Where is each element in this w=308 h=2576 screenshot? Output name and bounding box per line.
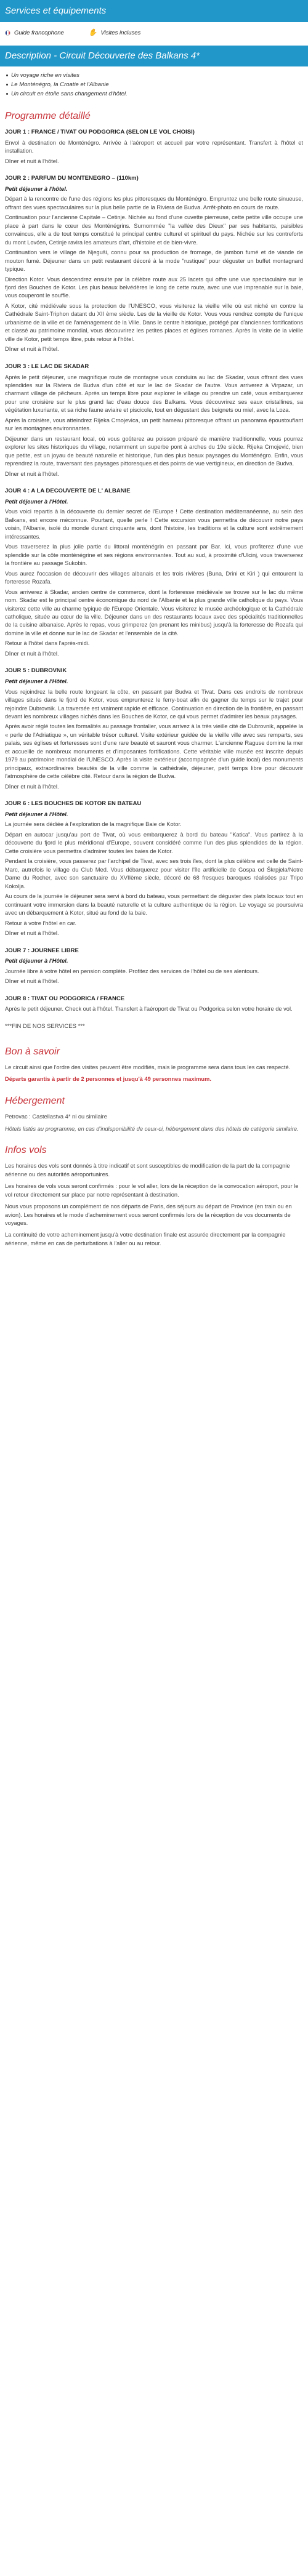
description-header [0, 46, 308, 67]
day-title: JOUR 4 : A LA DECOUVERTE DE L' ALBANIE [5, 488, 131, 495]
day-paragraph: Après le petit déjeuner, une magnifique route de montagne vous conduira au lac de Skadar, vous offrant des vues splendides sur la Riviera de Budva d'un côté et sur le lac de Skadar de l'autre. Vous arriverez à Virpazar, un charmant village de pêcheurs. Après un temps libre pour explorer le village ou prendre un café, vous embarquerez pour une croisière sur le plus grand lac d'eau douce des Balkans. Vous découvrirez ses eaux cristallines, sa végétation luxuriante, et sa riche faune aviaire et piscicole, tout en dégustant des beignets ou miel, avec la Loza. [5, 374, 303, 414]
day-paragraph: Déjeuner dans un restaurant local, où vous goûterez au poisson préparé de manière traditionnelle, vous pourrez explorer les sites historiques du village, notamment un superbe pont à arches du 19e siècle. Rijeka Crnojević, bien que petite, est un joyau de beauté naturelle et historique, l'un des plus beaux paysages du Monténégro. Enfin, vous reprendrez la route, traversant des paysages pittoresques et des points de vue vertigineux, en direction de Budva. [5, 435, 303, 467]
day-paragraph: Continuation pour l'ancienne Capitale – Cetinje. Nichée au fond d'une cuvette pierreuse, cette petite ville occupe une place à part dans le cœur des Monténégrins. Surnommée "la vallée des Dieux" par ses habitants, paisibles convaincus, elle a de tout temps constitué le principal centre culturel et spirituel du pays. Nichée sur les contreforts du mont Lovćen, Cetinje ravira les amateurs d'art, d'histoire et de bien-vivre. [5, 214, 303, 246]
service-visits [89, 28, 140, 38]
day-paragraph: Retour à l'hôtel dans l'après-midi. [5, 640, 90, 647]
day-meal: Petit déjeuner à l'Hôtel. [5, 678, 68, 685]
services-header [0, 0, 308, 22]
description-title: Description - Circuit Découverte des Balkans 4* [5, 50, 200, 61]
day-title: JOUR 1 : FRANCE / TIVAT OU PODGORICA (SELON LE VOL CHOISI) [5, 128, 195, 135]
day-paragraph: Dîner et nuit à l'hôtel. [5, 978, 59, 985]
bon-a-savoir-block [0, 1064, 308, 1084]
day-paragraph: Après la croisière, vous atteindrez Rijeka Crnojevica, un petit hameau pittoresque offrant un panorama époustouflant sur les montagnes environnantes. [5, 417, 303, 432]
day-paragraph: Dîner et nuit à l'hôtel. [5, 158, 59, 164]
services-list [0, 22, 308, 46]
day-block [0, 995, 308, 1014]
day-block [0, 174, 308, 354]
day-title: JOUR 2 : PARFUM DU MONTENEGRO – (110km) [5, 175, 139, 182]
day-block [0, 800, 308, 937]
end-note: ***FIN DE NOS SERVICES *** [5, 1022, 85, 1030]
day-block [0, 363, 308, 478]
day-paragraph: Dîner et nuit à l'hôtel. [5, 783, 59, 790]
hebergement-title: Hébergement [5, 1095, 65, 1106]
hebergement-line2: Hôtels listés au programme, en cas d'indisponibilité de ceux-ci, hébergement dans des hôtels de catégorie similaire. [5, 1125, 299, 1132]
service-guide [5, 28, 64, 38]
bon-a-savoir-title: Bon à savoir [5, 1046, 60, 1057]
day-paragraph: Vous aurez l'occasion de découvrir des villages albanais et les trois rivières (Buna, Drini et Kiri ) qui entourent la forteresse Rozafa. [5, 570, 303, 585]
day-paragraph: Dîner et nuit à l'hôtel. [5, 470, 59, 477]
highlight-item: Un voyage riche en visites [11, 71, 303, 80]
day-title: JOUR 3 : LE LAC DE SKADAR [5, 363, 89, 370]
day-meal: Petit déjeuner à l'Hôtel. [5, 958, 68, 965]
infos-vols-paragraph: La continuité de votre acheminement jusqu'à votre destination finale est assurée directement par la compagnie aérienne, même en cas de perturbations à l'aller ou au retour. [5, 1232, 286, 1246]
day-paragraph: Retour à votre l'hôtel en car. [5, 920, 76, 926]
service-visits-label: Visites incluses [100, 29, 141, 36]
programme-title: Programme détaillé [5, 110, 91, 121]
day-paragraph: Dîner et nuit à l'hôtel. [5, 650, 59, 657]
day-title: JOUR 8 : TIVAT OU PODGORICA / FRANCE [5, 995, 125, 1002]
infos-vols-block [0, 1162, 308, 1248]
services-title: Services et équipements [5, 6, 107, 16]
bon-a-savoir-highlight: Départs garantis à partir de 2 personnes et jusqu'à 49 personnes maximum. [5, 1076, 211, 1083]
page [0, 0, 308, 1258]
highlight-item: Le Monténégro, la Croatie et l'Albanie [11, 81, 303, 89]
day-meal: Petit déjeuner à l'Hôtel. [5, 498, 68, 505]
day-paragraph: Pendant la croisière, vous passerez par l'archipel de Tivat, avec ses trois îles, dont la plus célèbre est celle de Saint-Marc, autrefois le village du Club Med. Vous débarquerez pour visiter l'île artificielle de Gospa od Škrpjela/Notre Dame du Rocher, avec son sanctuaire du XVIIème siècle, décoré de 68 fresques baroques réalisées par Tripo Kokolja. [5, 858, 303, 889]
infos-vols-paragraph: Les horaires des vols sont donnés à titre indicatif et sont susceptibles de modification de la part de la compagnie aérienne ou des autorités aéroportuaires. [5, 1163, 290, 1178]
day-block [0, 487, 308, 658]
days-list [0, 128, 308, 1014]
day-paragraph: Départ en autocar jusqu'au port de Tivat, où vous embarquerez à bord du bateau "Katica". Vous partirez à la découverte du fjord le plus méridional d'Europe, souvent considéré comme l'un des plus splendides de la région. Cette croisière vous permettra d'admirer toutes les baies de Kotor. [5, 831, 303, 854]
day-paragraph: Journée libre à votre hôtel en pension complète. Profitez des services de l'hôtel ou de ses alentours. [5, 968, 259, 974]
day-meal: Petit déjeuner à l'Hôtel. [5, 811, 68, 817]
day-paragraph: Envol à destination de Monténégro. Arrivée à l'aéroport et accueil par votre représentant. Transfert à l'hôtel et installation. [5, 139, 303, 154]
day-block [0, 128, 308, 166]
infos-vols-title: Infos vols [5, 1144, 47, 1155]
day-title: JOUR 5 : DUBROVNIK [5, 667, 67, 675]
hebergement-block [0, 1113, 308, 1133]
handshake-icon: ✋ [88, 28, 97, 36]
day-title: JOUR 7 : JOURNEE LIBRE [5, 947, 79, 954]
day-paragraph: Après avoir réglé toutes les formalités au passage frontalier, vous arrivez à la très vieille cité de Dubrovnik, appelée la « perle de l'Adriatique », un véritable trésor culturel. Visite extérieur guidée de la vieille ville avec ses remparts, ses palais, ses églises et forteresses sont d'une rare beauté et sauront vous charmer. L'ancienne Raguse domine la mer et accueille de nombreux monuments et d'imposantes fortifications. Cette véritable ville musée est inscrite depuis 1979 au patrimoine mondial de l'UNESCO. Après la visite extérieur (accompagnée d'un guide local) des monuments principaux, extraordinaires beautés de la ville comme la cathédrale, déjeuner, petit temps libre pour découvrir l'atmosphère de cette célèbre cité. Retour dans la région de Budva. [5, 723, 303, 780]
service-guide-label: Guide francophone [14, 29, 64, 36]
day-title: JOUR 6 : LES BOUCHES DE KOTOR EN BATEAU [5, 800, 142, 808]
bon-a-savoir-text: Le circuit ainsi que l'ordre des visites peuvent être modifiés, mais le programme sera dans tous les cas respecté. [5, 1064, 291, 1070]
day-block [0, 947, 308, 986]
day-block [0, 667, 308, 791]
day-paragraph: Après le petit déjeuner. Check out à l'hôtel. Transfert à l'aéroport de Tivat ou Podgorica selon votre horaire de vol. [5, 1006, 293, 1013]
day-paragraph: Au cours de la journée le déjeuner sera servi à bord du bateau, vous permettant de déguster des plats locaux tout en continuant votre immersion dans la beauté naturelle et la culture authentique de la région. Le voyage se poursuivra avec un débarquement à Kotor, situé au fond de la baie. [5, 893, 303, 917]
day-paragraph: Vous rejoindrez la belle route longeant la côte, en passant par Budva et Tivat. Dans ces endroits de nombreux villages situés dans le fjord de Kotor, vous emprunterez le ferry-boat afin de gagner du temps sur le trajet pour rejoindre Dubrovnik. La traversée est vraiment rapide et efficace. Continuation en direction de la frontière, en passant devant les nombreux villages nichés dans les Bouches de Kotor, ce qui vous permet d'admirer les beaux paysages. [5, 688, 303, 720]
highlights-list [0, 66, 308, 105]
day-paragraph: Dîner et nuit à l'hôtel. [5, 930, 59, 937]
day-paragraph: Vous arriverez à Skadar, ancien centre de commerce, dont la forteresse médiévale se trouve sur le lac du même nom. Skadar est le principal centre économique du nord de l'Albanie et la plus grande ville catholique du pays. Vous visiterez cette ville au charme typique de l'Europe Orientale. Vous visiterez le musée archéologique et la Cathédrale catholique, située au cœur de la ville. Déjeuner dans un des restaurants locaux avec des spécialités traditionnelles de la cuisine albanaise. Après le repas, vous grimperez (en prenant les minibus) jusqu'à la forteresse de Rozafa qui domine la ville et donne sur le lac de Skadar et l'ensemble de la cité. [5, 588, 303, 636]
day-meal: Petit déjeuner à l'hôtel. [5, 185, 68, 192]
infos-vols-paragraph: Nous vous proposons un complément de nos départs de Paris, des séjours au départ de Province (en train ou en avion). Les horaires et le mode d'acheminement vous seront confirmés lors de la réception de vos documents de voyages. [5, 1203, 292, 1226]
day-paragraph: Direction Kotor. Vous descendrez ensuite par la célèbre route aux 25 lacets qui offre une vue spectaculaire sur le fjord des Bouches de Kotor. Les plus beaux belvédères le long de cette route, avec une vue imprenable sur la baie, vous couperont le souffle. [5, 276, 303, 299]
day-paragraph: Vous traverserez la plus jolie partie du littoral monténégrin en passant par Bar. Ici, vous profiterez d'une vue splendide sur la côte monténégrine et ses régions environnantes. Tout au sud, à proximité d'Ulcinj, vous traverserez la frontière au passage Sukobin. [5, 544, 303, 567]
day-paragraph: Dîner et nuit à l'hôtel. [5, 346, 59, 353]
highlight-item: Un circuit en étoile sans changement d'hôtel. [11, 90, 303, 98]
infos-vols-paragraph: Les horaires de vols vous seront confirmés : pour le vol aller, lors de la réception de la convocation aéroport, pour le vol retour directement sur place par notre représentant à destination. [5, 1183, 299, 1198]
day-paragraph: Vous voici repartis à la découverte du dernier secret de l'Europe ! Cette destination méditerranéenne, au sein des Balkans, est encore méconnue. Pourtant, quelle perle ! Cette excursion vous permettra de découvrir notre pays voisin, l'Albanie, isolé du monde durant cinquante ans, dont l'histoire, les traditions et la culture sont extrêmement intéressantes. [5, 508, 303, 540]
day-paragraph: Continuation vers le village de Njeguši, connu pour sa production de fromage, de jambon fumé et de viande de mouton fumé. Déjeuner dans un petit restaurant décoré à la mode "rustique" pour déguster un buffet montagnard typique. [5, 249, 303, 273]
hebergement-line1: Petrovac : Castellastva 4* ni ou similaire [5, 1113, 107, 1120]
day-paragraph: La journée sera dédiée à l'exploration de la magnifique Baie de Kotor. [5, 821, 182, 828]
day-paragraph: A Kotor, cité médiévale sous la protection de l'UNESCO, vous visiterez la vieille ville où est niché en contre la Cathédrale Saint-Triphon datant du XII ème siècle. Les de la vieille de Kotor. Vous vous rendrez compte de l'unique urbanisme de la ville et de l'aménagement de la Ville. Dans le centre historique, protégé par d'anciennes fortifications et classé au patrimoine mondial, vous découvrirez les petites places et églises romanes. Après la visite de la vieille ville de Kotor, petit temps libre, puis retour à l'hôtel. [5, 302, 303, 342]
french-flag-icon [5, 30, 10, 36]
day-paragraph: Départ à la rencontre de l'une des régions les plus pittoresques du Monténégro. Empruntez une belle route sinueuse, offrant des vues spectaculaires sur la plus belle partie de la Riviera de Budva. Arrêt-photo en cours de route. [5, 196, 303, 211]
